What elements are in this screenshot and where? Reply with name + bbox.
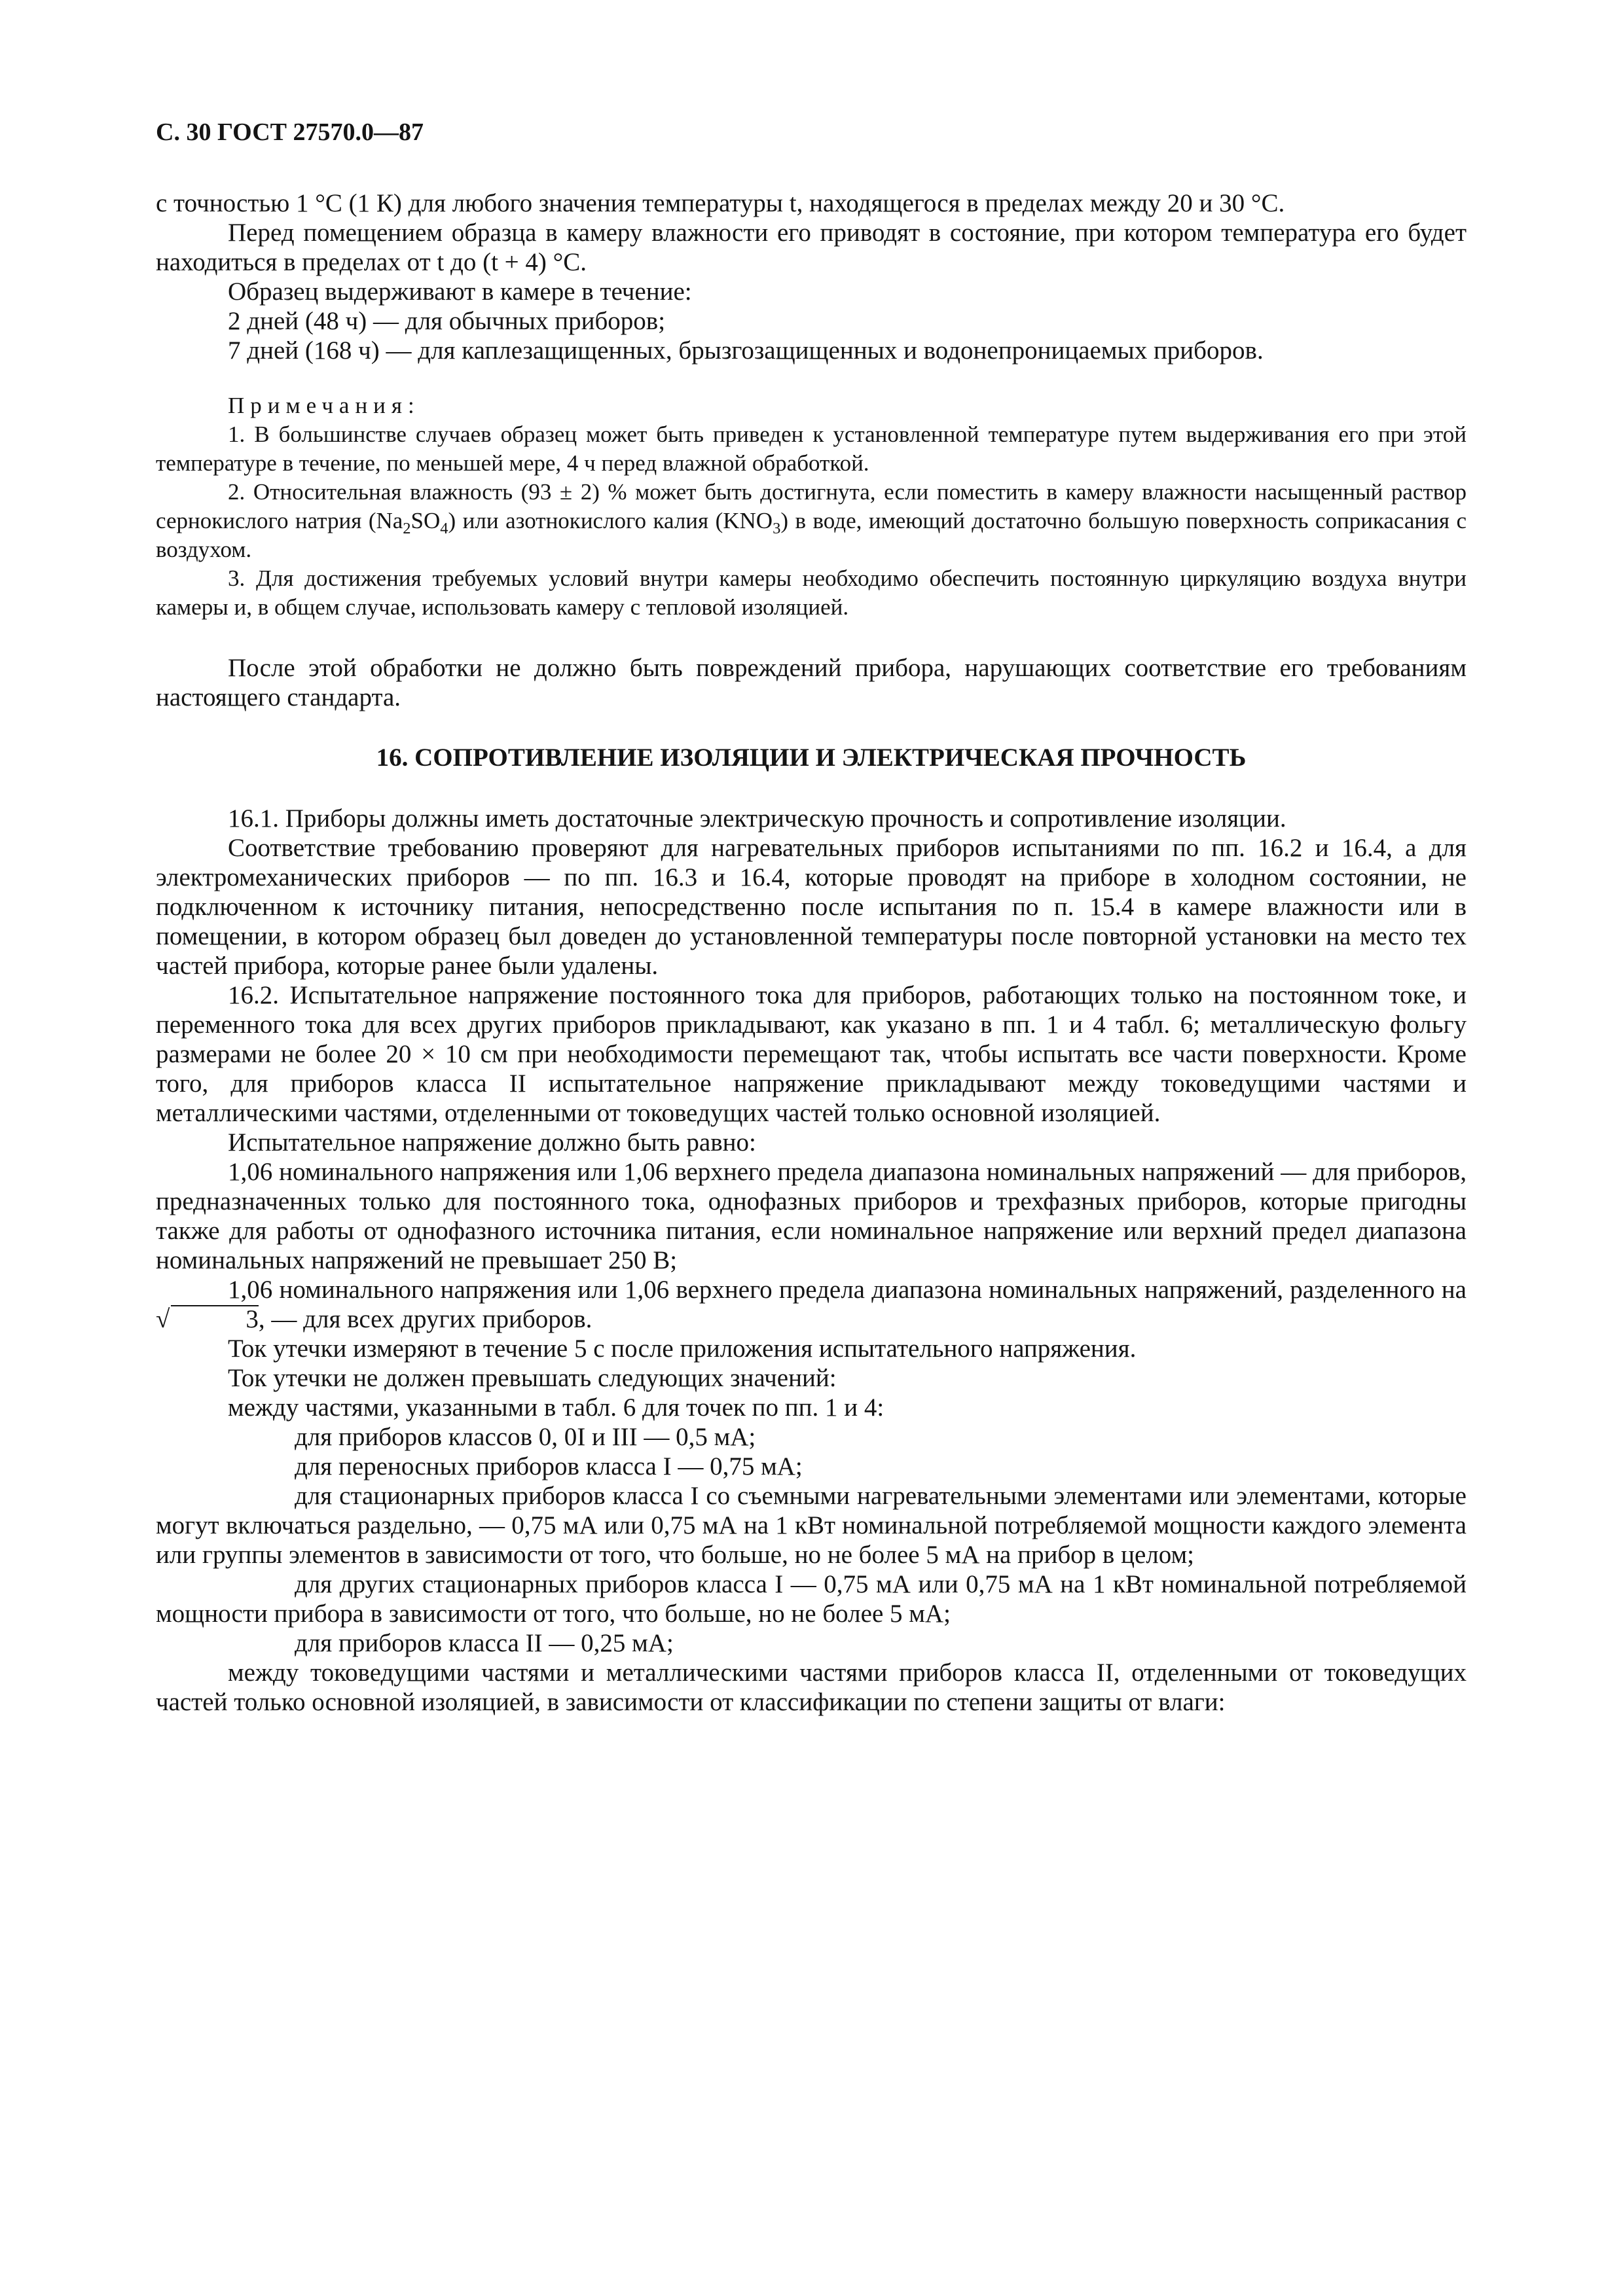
list-item: 7 дней (168 ч) — для каплезащищенных, брызгозащищенных и водонепроницаемых приборов.	[228, 336, 1264, 365]
paragraph: Ток утечки измеряют в течение 5 с после приложения испытательного напряжения.	[228, 1335, 1137, 1363]
list-item: для приборов классов 0, 0I и III — 0,5 мА;	[295, 1423, 756, 1451]
list-item: для переносных приборов класса I — 0,75 мА;	[295, 1452, 803, 1480]
paragraph: между токоведущими частями и металлическими частями приборов класса II, отделенными от токоведущих частей только основной изоляцией, в зависимости от классификации по степени защиты от влаги:	[156, 1659, 1467, 1716]
paragraph: После этой обработки не должно быть повреждений прибора, нарушающих соответствие его требованиям настоящего стандарта.	[156, 654, 1467, 711]
document-page	[156, 117, 1467, 1717]
list-item: для других стационарных приборов класса I — 0,75 мА или 0,75 мА на 1 кВт номинальной потребляемой мощности прибора в зависимости от того, что больше, но не более 5 мА;	[156, 1570, 1467, 1628]
note-1: 1. В большинстве случаев образец может быть приведен к установленной температуре путем выдерживания его при этой температуре в течение, по меньшей мере, 4 ч перед влажной обработкой.	[156, 422, 1467, 476]
clause-16-1: 16.1. Приборы должны иметь достаточные электрическую прочность и сопротивление изоляции.	[228, 804, 1286, 833]
sqrt-symbol: √	[156, 1305, 170, 1333]
paragraph: Перед помещением образца в камеру влажности его приводят в состояние, при котором температура его будет находиться в пределах от t до (t + 4) °С.	[156, 219, 1467, 276]
paragraph: с точностью 1 °С (1 К) для любого значения температуры t, находящегося в пределах между 20 и 30 °С.	[156, 189, 1285, 217]
paragraph: Ток утечки не должен превышать следующих значений:	[228, 1364, 837, 1392]
paragraph: 1,06 номинального напряжения или 1,06 верхнего предела диапазона номинальных напряжений — для приборов, предназначенных только для постоянного тока, однофазных приборов и трехфазных приборов, которые пригодны также для работы от однофазного источника питания, если номинальное напряжение или верхний предел диапазона номинальных напряжений не превышает 250 В;	[156, 1158, 1467, 1274]
notes-title: Примечания:	[228, 393, 420, 418]
note-3: 3. Для достижения требуемых условий внутри камеры необходимо обеспечить постоянную циркуляцию воздуха внутри камеры и, в общем случае, использовать камеру с тепловой изоляцией.	[156, 565, 1467, 620]
paragraph: Испытательное напряжение должно быть равно:	[228, 1128, 756, 1157]
page-header: С. 30 ГОСТ 27570.0—87	[156, 118, 424, 146]
paragraph: между частями, указанными в табл. 6 для точек по пп. 1 и 4:	[228, 1393, 884, 1422]
paragraph: Соответствие требованию проверяют для нагревательных приборов испытаниями по пп. 16.2 и 16.4, а для электромеханических приборов — по пп. 16.3 и 16.4, которые проводят на приборе в холодном состоянии, не подключенном к источнику питания, непосредственно после испытания по п. 15.4 в камере влажности или в помещении, в котором образец был доведен до установленной температуры после повторной установки на место тех частей прибора, которые ранее были удалены.	[156, 834, 1467, 980]
list-item: для приборов класса II — 0,25 мА;	[295, 1629, 674, 1657]
list-item: для стационарных приборов класса I со съемными нагревательными элементами или элементами, которые могут включаться раздельно, — 0,75 мА или 0,75 мА на 1 кВт номинальной потребляемой мощности каждого элемента или группы элементов в зависимости от того, что больше, но не более 5 мА на прибор в целом;	[156, 1482, 1467, 1569]
section-title: 16. СОПРОТИВЛЕНИЕ ИЗОЛЯЦИИ И ЭЛЕКТРИЧЕСКАЯ ПРОЧНОСТЬ	[376, 744, 1247, 772]
paragraph: Образец выдерживают в камере в течение:	[228, 278, 692, 306]
clause-16-2: 16.2. Испытательное напряжение постоянного тока для приборов, работающих только на постоянном токе, и переменного тока для всех других приборов прикладывают, как указано в пп. 1 и 4 табл. 6; металлическую фольгу размерами не более 20 × 10 см при необходимости перемещают так, чтобы испытать все части поверхности. Кроме того, для приборов класса II испытательное напряжение прикладывают между токоведущими частями и металлическими частями, отделенными от токоведущих частей только основной изоляцией.	[156, 981, 1467, 1127]
note-2: 2. Относительная влажность (93 ± 2) % может быть достигнута, если поместить в камеру влажности насыщенный раствор сернокислого натрия $(Na_2SO_4)$ или азотнокислого калия $(KNO_3)$ в воде, имеющий достаточно большую поверхность соприкасания с воздухом.	[156, 479, 1467, 562]
list-item: 2 дней (48 ч) — для обычных приборов;	[228, 307, 666, 335]
paragraph: 1,06 номинального напряжения или 1,06 верхнего предела диапазона номинальных напряжений, разделенного на √ 3, — для всех других приборов.	[156, 1276, 1467, 1333]
